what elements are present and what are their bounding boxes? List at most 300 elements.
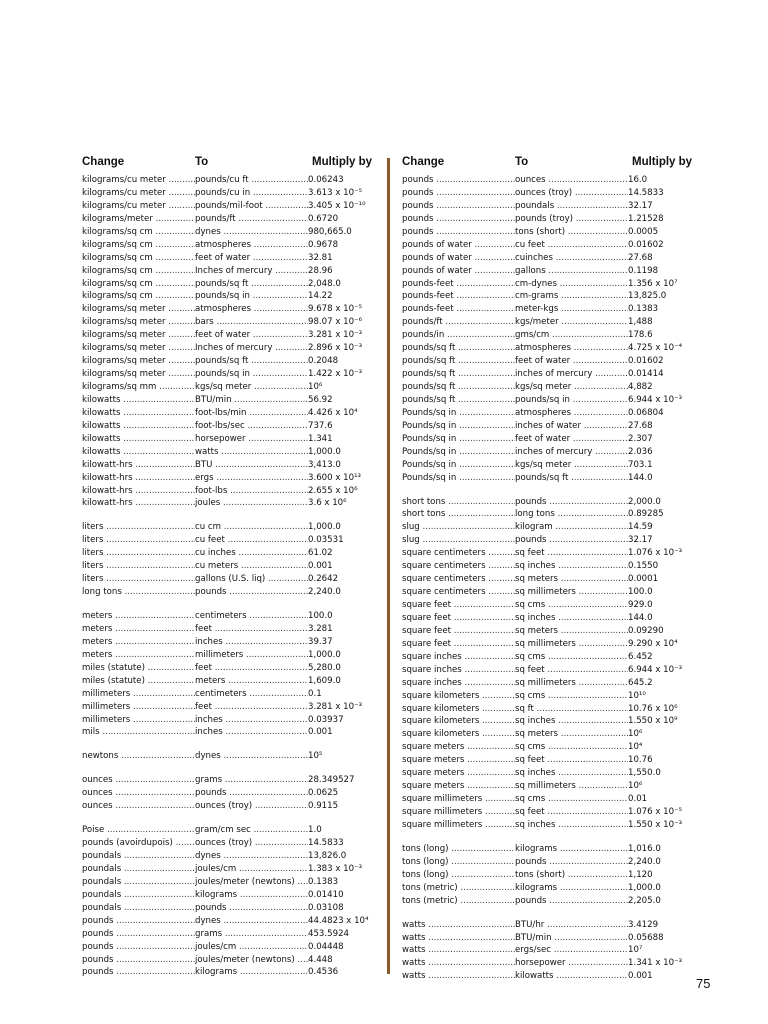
change-cell: kilograms/cu meter ..... (82, 187, 195, 200)
multiply-cell: 0.1550 (628, 561, 659, 572)
change-cell: square centimeters ..... (402, 573, 515, 586)
multiply-cell: 28.96 (308, 265, 333, 276)
to-cell: ergs/sec ..... (515, 944, 628, 957)
table-row (82, 239, 372, 252)
change-cell: tons (metric) ..... (402, 895, 515, 908)
change-cell: square inches ..... (402, 651, 515, 664)
to-cell: bars ..... (195, 316, 308, 329)
table-row (82, 342, 372, 355)
right-header-row (402, 156, 702, 174)
to-cell: feet of water ..... (515, 355, 628, 368)
multiply-cell: 32.17 (628, 200, 653, 211)
table-row (82, 381, 372, 394)
change-cell: pounds of water ..... (402, 239, 515, 252)
change-cell: kilograms/sq cm ..... (82, 290, 195, 303)
table-row (402, 741, 702, 754)
table-row (402, 806, 702, 819)
table-row (82, 534, 372, 547)
multiply-cell: 3.281 x 10⁻³ (308, 701, 363, 712)
multiply-cell: 10¹⁰ (628, 690, 646, 701)
multiply-cell: 0.01414 (628, 369, 664, 380)
table-row (82, 662, 372, 675)
change-cell: pounds ..... (402, 213, 515, 226)
change-cell: liters ..... (82, 547, 195, 560)
table-row (402, 690, 702, 703)
multiply-cell: 16.0 (628, 175, 648, 185)
table-row (402, 560, 702, 573)
multiply-cell: 6.944 x 10⁻³ (628, 394, 683, 405)
table-row (402, 970, 702, 983)
to-cell: sq millimeters ..... (515, 638, 628, 651)
multiply-cell: 0.6720 (308, 213, 339, 224)
multiply-cell: 3.4129 (628, 919, 659, 930)
change-cell: miles (statute) ..... (82, 662, 195, 675)
change-cell: watts ..... (402, 919, 515, 932)
to-cell: pounds/sq ft ..... (515, 472, 628, 485)
change-cell: pounds/sq ft ..... (402, 368, 515, 381)
multiply-cell: 9.678 x 10⁻⁵ (308, 304, 363, 315)
table-row (82, 573, 372, 586)
table-row (402, 368, 702, 381)
change-cell: pounds ..... (82, 941, 195, 954)
to-cell: sq cms ..... (515, 651, 628, 664)
change-cell: square kilometers ..... (402, 728, 515, 741)
table-row (402, 932, 702, 945)
multiply-cell: 14.59 (628, 522, 653, 533)
table-row (402, 303, 702, 316)
table-row (82, 329, 372, 342)
to-cell: sq meters ..... (515, 625, 628, 638)
table-row (82, 850, 372, 863)
to-cell: gallons (U.S. liq) ..... (195, 573, 308, 586)
multiply-cell: 3,413.0 (308, 459, 341, 470)
multiply-cell: 44.4823 x 10⁴ (308, 915, 369, 926)
left-column (82, 156, 372, 979)
to-cell: pounds ..... (195, 902, 308, 915)
multiply-cell: 10.76 (628, 755, 653, 766)
to-cell: BTU/hr ..... (515, 919, 628, 932)
change-cell: watts ..... (402, 944, 515, 957)
to-cell: pounds/cu ft ..... (195, 174, 308, 187)
left-header-row (82, 156, 372, 174)
to-cell: cu inches ..... (195, 547, 308, 560)
to-cell: atmospheres ..... (515, 342, 628, 355)
table-row (402, 703, 702, 716)
header-to: To (515, 156, 529, 168)
table-row (402, 780, 702, 793)
change-cell: pounds/sq ft ..... (402, 381, 515, 394)
change-cell: poundals ..... (82, 863, 195, 876)
table-row (402, 407, 702, 420)
to-cell: atmospheres ..... (515, 407, 628, 420)
to-cell: centimeters ..... (195, 688, 308, 701)
to-cell: horsepower ..... (515, 957, 628, 970)
to-cell: sq feet ..... (515, 547, 628, 560)
multiply-cell: 0.01410 (308, 889, 344, 900)
multiply-cell: 100.0 (628, 587, 653, 598)
change-cell: pounds ..... (82, 954, 195, 967)
table-row (402, 239, 702, 252)
table-row (402, 573, 702, 586)
change-cell: square inches ..... (402, 677, 515, 690)
change-cell: Poise ..... (82, 824, 195, 837)
change-cell: pounds/sq ft ..... (402, 355, 515, 368)
change-cell: square meters ..... (402, 754, 515, 767)
to-cell: pounds/cu in ..... (195, 187, 308, 200)
change-cell: pounds of water ..... (402, 265, 515, 278)
change-cell: square inches ..... (402, 664, 515, 677)
multiply-cell: 144.0 (628, 472, 653, 483)
to-cell: feet ..... (195, 662, 308, 675)
table-row (82, 547, 372, 560)
multiply-cell: 98.07 x 10⁻⁶ (308, 317, 363, 328)
to-cell: foot-lbs ..... (195, 485, 308, 498)
table-row (82, 915, 372, 928)
table-row (82, 420, 372, 433)
multiply-cell: 14.22 (308, 291, 333, 302)
to-cell: sq inches ..... (515, 767, 628, 780)
table-row (402, 265, 702, 278)
table-row (82, 966, 372, 979)
to-cell: foot-lbs/sec ..... (195, 420, 308, 433)
table-row (82, 446, 372, 459)
table-row (82, 714, 372, 727)
table-row (402, 793, 702, 806)
change-cell: kilograms/sq meter ..... (82, 316, 195, 329)
multiply-cell: 0.9678 (308, 239, 339, 250)
change-cell: square kilometers ..... (402, 690, 515, 703)
change-cell: square meters ..... (402, 741, 515, 754)
to-cell: gms/cm ..... (515, 329, 628, 342)
to-cell: BTU/min ..... (195, 394, 308, 407)
table-row (82, 928, 372, 941)
page-number: 75 (696, 976, 711, 991)
change-cell: square kilometers ..... (402, 715, 515, 728)
multiply-cell: 703.1 (628, 459, 653, 470)
multiply-cell: 4,882 (628, 382, 653, 392)
multiply-cell: 929.0 (628, 600, 653, 610)
change-cell: short tons ..... (402, 496, 515, 509)
to-cell: long tons ..... (515, 508, 628, 521)
to-cell: feet of water ..... (195, 252, 308, 265)
change-cell: pounds ..... (402, 200, 515, 213)
to-cell: pounds/sq ft ..... (195, 278, 308, 291)
change-cell: kilograms/sq meter ..... (82, 303, 195, 316)
multiply-cell: 10⁴ (628, 742, 643, 753)
change-cell: watts ..... (402, 970, 515, 983)
right-column (402, 156, 702, 983)
change-cell: square millimeters ..... (402, 806, 515, 819)
table-row (402, 381, 702, 394)
table-row (82, 726, 372, 739)
table-row (402, 420, 702, 433)
change-cell: kilograms/sq cm ..... (82, 278, 195, 291)
multiply-cell: 3.281 (308, 623, 333, 634)
to-cell: inches of mercury ..... (515, 446, 628, 459)
to-cell: tons (short) ..... (515, 226, 628, 239)
multiply-cell: 3.281 x 10⁻³ (308, 330, 363, 341)
to-cell: sq meters ..... (515, 573, 628, 586)
multiply-cell: 0.0005 (628, 226, 659, 237)
to-cell: sq millimeters ..... (515, 677, 628, 690)
change-cell: pounds ..... (82, 928, 195, 941)
multiply-cell: 1,609.0 (308, 675, 341, 686)
to-cell: ounces (troy) ..... (195, 837, 308, 850)
change-cell: pounds/sq ft ..... (402, 394, 515, 407)
to-cell: foot-lbs/min ..... (195, 407, 308, 420)
multiply-cell: 1.550 x 10⁻³ (628, 819, 683, 830)
multiply-cell: 27.68 (628, 420, 653, 431)
table-row (402, 843, 702, 856)
to-cell: pounds/ft ..... (195, 213, 308, 226)
change-cell: millimeters ..... (82, 714, 195, 727)
to-cell: sq feet ..... (515, 806, 628, 819)
multiply-cell: 2,240.0 (308, 587, 341, 598)
change-cell: kilograms/sq meter ..... (82, 342, 195, 355)
table-row (402, 342, 702, 355)
table-row (402, 586, 702, 599)
change-cell: ounces ..... (82, 774, 195, 787)
change-cell: mils ..... (82, 726, 195, 739)
table-row (402, 664, 702, 677)
to-cell: pounds/sq in ..... (195, 368, 308, 381)
table-row (402, 625, 702, 638)
multiply-cell: 178.6 (628, 330, 653, 341)
change-cell: Pounds/sq in ..... (402, 459, 515, 472)
to-cell: dynes ..... (195, 750, 308, 763)
to-cell: cu feet ..... (195, 534, 308, 547)
multiply-cell: 0.0001 (628, 574, 659, 585)
change-cell: poundals ..... (82, 902, 195, 915)
multiply-cell: 0.1383 (308, 876, 339, 887)
change-cell: kilowatt-hrs ..... (82, 459, 195, 472)
multiply-cell: 13,826.0 (308, 851, 347, 861)
table-row (402, 895, 702, 908)
table-row (82, 701, 372, 714)
multiply-cell: 32.81 (308, 252, 333, 263)
to-cell: sq inches ..... (515, 715, 628, 728)
multiply-cell: 1,000.0 (628, 882, 661, 893)
multiply-cell: 14.5833 (308, 838, 344, 849)
table-row (402, 677, 702, 690)
change-cell: slug ..... (402, 534, 515, 547)
table-row (82, 472, 372, 485)
to-cell: pounds ..... (195, 787, 308, 800)
change-cell: kilograms/sq cm ..... (82, 226, 195, 239)
multiply-cell: 1.383 x 10⁻³ (308, 863, 363, 874)
table-row (402, 819, 702, 832)
change-cell: Pounds/sq in ..... (402, 407, 515, 420)
multiply-cell: 0.1 (308, 688, 322, 699)
to-cell: pounds ..... (515, 895, 628, 908)
section-gap (82, 813, 372, 824)
to-cell: millimeters ..... (195, 649, 308, 662)
to-cell: sq millimeters ..... (515, 586, 628, 599)
multiply-cell: 1.341 x 10⁻³ (628, 958, 683, 969)
change-cell: square kilometers ..... (402, 703, 515, 716)
change-cell: square meters ..... (402, 767, 515, 780)
multiply-cell: 1.356 x 10⁷ (628, 278, 678, 289)
to-cell: kilograms ..... (195, 889, 308, 902)
to-cell: pounds ..... (195, 586, 308, 599)
change-cell: miles (statute) ..... (82, 675, 195, 688)
multiply-cell: 1,120 (628, 869, 653, 880)
change-cell: liters ..... (82, 521, 195, 534)
table-row (82, 560, 372, 573)
multiply-cell: 0.1383 (628, 304, 659, 315)
table-row (402, 728, 702, 741)
change-cell: ounces ..... (82, 800, 195, 813)
table-row (402, 200, 702, 213)
table-row (82, 824, 372, 837)
multiply-cell: 3.6 x 10⁶ (308, 498, 347, 509)
multiply-cell: 10⁶ (308, 382, 323, 392)
table-row (402, 459, 702, 472)
change-cell: Pounds/sq in ..... (402, 472, 515, 485)
table-row (82, 688, 372, 701)
change-cell: poundals ..... (82, 889, 195, 902)
to-cell: pounds/sq ft ..... (195, 355, 308, 368)
multiply-cell: 0.05688 (628, 932, 664, 943)
multiply-cell: 5,280.0 (308, 662, 341, 673)
table-row (402, 957, 702, 970)
multiply-cell: 13,825.0 (628, 291, 667, 302)
multiply-cell: 2,205.0 (628, 895, 661, 906)
multiply-cell: 0.04448 (308, 941, 344, 952)
table-row (82, 290, 372, 303)
multiply-cell: 3.405 x 10⁻¹⁰ (308, 200, 366, 211)
change-cell: kilowatts ..... (82, 407, 195, 420)
to-cell: Inches of mercury ..... (195, 265, 308, 278)
to-cell: sq inches ..... (515, 560, 628, 573)
table-row (82, 355, 372, 368)
table-row (82, 316, 372, 329)
table-row (402, 919, 702, 932)
right-table-body (402, 174, 702, 983)
change-cell: square centimeters ..... (402, 560, 515, 573)
to-cell: poundals ..... (515, 200, 628, 213)
change-cell: liters ..... (82, 534, 195, 547)
change-cell: kilograms/sq mm ..... (82, 381, 195, 394)
change-cell: kilowatts ..... (82, 446, 195, 459)
to-cell: centimeters ..... (195, 610, 308, 623)
table-row (82, 497, 372, 510)
table-row (82, 675, 372, 688)
to-cell: Inches of mercury ..... (195, 342, 308, 355)
change-cell: square millimeters ..... (402, 793, 515, 806)
to-cell: dynes ..... (195, 850, 308, 863)
table-row (82, 433, 372, 446)
change-cell: square feet ..... (402, 625, 515, 638)
multiply-cell: 0.01602 (628, 356, 664, 367)
table-row (82, 623, 372, 636)
change-cell: pounds/sq ft ..... (402, 342, 515, 355)
to-cell: kgs/meter ..... (515, 316, 628, 329)
table-row (82, 837, 372, 850)
to-cell: kilograms ..... (195, 966, 308, 979)
table-row (82, 252, 372, 265)
table-row (402, 651, 702, 664)
multiply-cell: 14.5833 (628, 187, 664, 198)
change-cell: newtons ..... (82, 750, 195, 763)
to-cell: atmospheres ..... (195, 303, 308, 316)
table-row (82, 265, 372, 278)
section-gap (402, 485, 702, 496)
to-cell: sq meters ..... (515, 728, 628, 741)
table-row (402, 187, 702, 200)
to-cell: pounds/mil-foot ..... (195, 200, 308, 213)
table-row (82, 636, 372, 649)
change-cell: pounds-feet ..... (402, 278, 515, 291)
change-cell: kilowatts ..... (82, 420, 195, 433)
change-cell: tons (long) ..... (402, 843, 515, 856)
multiply-cell: 0.9115 (308, 801, 339, 812)
multiply-cell: 1.076 x 10⁻⁵ (628, 807, 683, 817)
change-cell: Pounds/sq in ..... (402, 420, 515, 433)
change-cell: Pounds/sq in ..... (402, 446, 515, 459)
to-cell: gram/cm sec ..... (195, 824, 308, 837)
change-cell: liters ..... (82, 573, 195, 586)
to-cell: atmospheres ..... (195, 239, 308, 252)
to-cell: cu meters ..... (195, 560, 308, 573)
table-row (82, 187, 372, 200)
multiply-cell: 1.422 x 10⁻³ (308, 369, 363, 380)
section-gap (82, 510, 372, 521)
to-cell: inches of water ..... (515, 420, 628, 433)
multiply-cell: 0.2048 (308, 356, 339, 367)
multiply-cell: 1,488 (628, 317, 653, 328)
multiply-cell: 980,665.0 (308, 226, 352, 237)
multiply-cell: 2.307 (628, 433, 653, 444)
table-row (82, 394, 372, 407)
change-cell: square centimeters ..... (402, 586, 515, 599)
table-row (82, 586, 372, 599)
change-cell: kilograms/sq meter ..... (82, 355, 195, 368)
multiply-cell: 0.03531 (308, 535, 344, 546)
change-cell: square millimeters ..... (402, 819, 515, 832)
table-row (82, 278, 372, 291)
multiply-cell: 0.01 (628, 794, 648, 805)
table-row (402, 394, 702, 407)
change-cell: square centimeters ..... (402, 547, 515, 560)
table-row (402, 433, 702, 446)
table-row (402, 252, 702, 265)
to-cell: kilogram ..... (515, 521, 628, 534)
table-row (402, 316, 702, 329)
multiply-cell: 3.600 x 10¹³ (308, 472, 361, 483)
to-cell: inches of mercury ..... (515, 368, 628, 381)
change-cell: poundals ..... (82, 876, 195, 889)
table-row (82, 213, 372, 226)
table-row (82, 889, 372, 902)
table-row (82, 902, 372, 915)
to-cell: cm-dynes ..... (515, 278, 628, 291)
multiply-cell: 0.1198 (628, 265, 659, 276)
multiply-cell: 2,000.0 (628, 496, 661, 507)
change-cell: kilograms/cu meter ..... (82, 200, 195, 213)
change-cell: pounds ..... (82, 966, 195, 979)
header-multiply-by: Multiply by (632, 156, 693, 168)
multiply-cell: 9.290 x 10⁴ (628, 638, 678, 649)
change-cell: kilograms/sq cm ..... (82, 239, 195, 252)
to-cell: feet ..... (195, 701, 308, 714)
table-row (82, 459, 372, 472)
multiply-cell: 2,240.0 (628, 856, 661, 867)
to-cell: sq inches ..... (515, 612, 628, 625)
multiply-cell: 2.036 (628, 446, 653, 457)
to-cell: dynes ..... (195, 915, 308, 928)
change-cell: slug ..... (402, 521, 515, 534)
